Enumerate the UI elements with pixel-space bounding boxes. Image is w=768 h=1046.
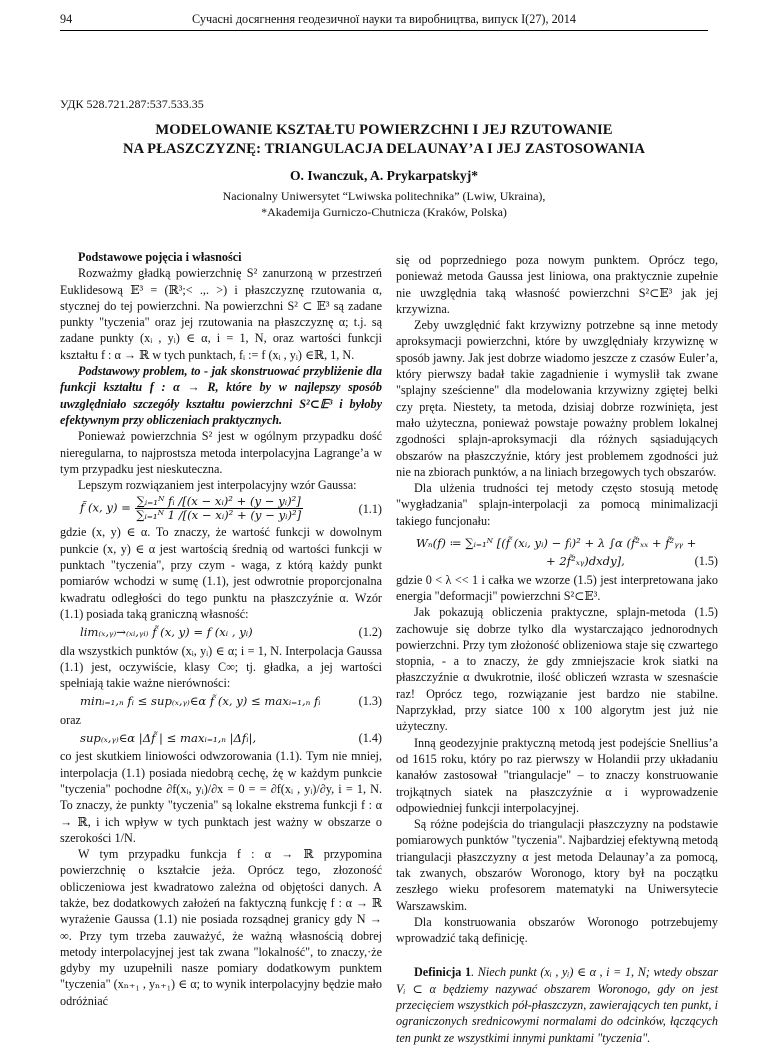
header-rule [60,30,708,31]
paragraph-spline-complexity: Jak pokazują obliczenia praktyczne, splajn-metoda (1.5) zachowuje się dobrze tylko dla wystarczająco jednorodnych powierzchni. Przy tym złożoność oblizeniowa staje się czwartego stopnia, - a to znaczy, że gdy zmniejszacie krok siatki na płaszczyźnie α dwukrotnie, ilość obliczeń wzrasta w szesnaście raz! Oprócz tego, rozwiązanie jest bardzo nie stabilne. Naprzykład, przy siatce 100 x 100 algorytm jest już nie użyteczny. [396,605,718,734]
paper-title-line-2: NA PŁASZCZYZNĘ: TRIANGULACJA DELAUNAY’A I JEJ ZASTOSOWANIA [122,141,646,157]
paragraph-linearity: co jest skutkiem liniowości odwzorowania (1.1). Tym nie mniej, interpolacja (1.1) posiada niedobrą cechę, żę w każdym punkcie "tyczenia" pochodne ∂f(xᵢ, yᵢ)/∂x = 0 = = ∂f(xᵢ , yᵢ)/∂y, i = 1, N. To znaczy, że punkty "tyczenia" są lokalne ekstrema funkcji f : α → ℝ, i ich wpływ w tych punktach jest ważny w obszarze o szerokości 1/N. [60,749,382,845]
basic-problem-text: Podstawowy problem, to - jak skonstruować przybliżenie dla funkcji kształtu f : α → R, które by w najlepszy sposób uwzględniało szczegóły kształtu powierzchni S²⊂𝔼³ i byłoby efektywnym przy obliczeniach praktycznych. [60,364,382,427]
equation-1-4 [60,730,382,746]
equation-1-5-line-2 [396,553,718,569]
authors: O. Iwanczuk, A. Prykarpatskyj* [289,168,479,183]
left-column [60,249,382,1009]
paragraph-smoothness: dla wszystkich punktów (xᵢ, yᵢ) ∈ α; i = 1, N. Interpolacja Gaussa (1.1) jest, oczywiście, klasy C∞; tj. gładka, a jej wartości spełniają takie ważne nierówności: [60,643,382,691]
eq5-line-2: + 2f̃²ₓᵧ)dxdy], [546,554,625,569]
right-column [396,252,718,1046]
eq5-line-1: Wₙ(f) ≔ ∑ᵢ₌₁ᴺ [(f̃ (xᵢ, yᵢ) − fᵢ)² + λ ∫α (f̃²ₓₓ + f̃²ᵧᵧ + [416,536,697,551]
affiliation-line-2: *Akademija Gurniczo-Chutnicza (Kraków, Polska) [261,205,507,219]
running-header [60,10,708,32]
eq3-tag: (1.3) [358,694,382,709]
eq1-fraction [135,495,303,522]
paragraph-weights: gdzie (x, y) ∈ α. To znaczy, że wartość funkcji w dowolnym punkcie (x, y) ∈ α jest wartością średnią od wartości funkcji w punktach "tyczenia", przy czym - waga, z którą każdy punkt pomiarów wchodzi w sumę (1.1), jest odwrotnie proporcjonalna kwadratu odległości do tego punktu na płaszczyźnie α. Wzór (1.1) posiada taką graniczną własność: [60,525,382,621]
eq1-lhs: f̃ (x, y) = [80,500,131,515]
paragraph-hedgehog: W tym przypadku funkcja f : α → ℝ przypomina powierzchnię o kształcie jeża. Oprócz tego, złozoność obliczeniowa jest kwadratowo zależna od objętości danych. A także, bez dodatkowych założeń na faktyczną funkcję f : α → ℝ wyrażenie Gaussa (1.1) nie posiada rozsądnej granicy gdy N → ∞. Przy tym trzeba zauważyć, że ważną własnością dobrej metody interpolacyjnej jest tak zwana "lokalność", to znaczy,·że gdyby my uzupełnili nasze pomiary dodatkowym punktem "tyczenia" (xₙ₊₁ , yₙ₊₁) ∈ α; to wynik interpolacyjny będzie mało odróżniać [60,847,382,1008]
paper-title-line-1: MODELOWANIE KSZTAŁTU POWIERZCHNI I JEJ RZUTOWANIE [155,122,613,138]
affiliations [40,188,728,220]
paragraph-curvature: Zeby uwzględnić fakt krzywizny potrzebne są inne metody aproksymacji powierzchni, które by uwzględniały krzywiznę w sposób jawny. Jak jest dobrze wiadomo jeszcze z czasów Euler’a, który pierwszy badał takie zagadnienie i wymyslił tak zwane "splajny sześcienne" dla modelowania krzywizny zgiętej belki czy pręta. Niestety, ta metoda, dzisiaj dobrze rozwinięta, jest mało użyteczna, ponieważ powstaje poważny problem lokalnej zgodności splajn-aproksymacji dla różnych sąsiadujących obszarów na płaszczyźnie, który jest problemem zgodności już nie na zbiorach punktów, a na liniach brzegowych tych obszarów. [396,318,718,479]
running-title: Сучасні досягнення геодезичної науки та виробництва, випуск I(27), 2014 [192,12,576,26]
eq4-body: sup₍ₓ,ᵧ₎∈α |Δf̃ | ≤ maxᵢ₌₁,ₙ |Δfᵢ|, [80,731,257,746]
equation-1-5-line-1 [396,535,718,551]
udk-code: УДК 528.721.287:537.533.35 [60,97,204,111]
eq1-numerator: ∑ᵢ₌₁ᴺ fᵢ /[(x − xᵢ)² + (y − yᵢ)²] [136,494,301,509]
equation-1-1 [60,495,382,522]
eq1-tag: (1.1) [358,501,382,516]
paragraph-snellius: Inną geodezyjnie praktyczną metodą jest podejście Snellius’a od 1615 roku, który po raz pierwszy w Holandii przy układaniu kanałów zastosował "triangulacje" – to znaczy konstruowanie trojkątnych siatek na płaszczyźnie α i wyprowadzenie odpowiedniej funkcji interpolacyjnej. [396,735,718,815]
paragraph-surface-intro: Rozważmy gładką powierzchnię S² zanurzoną w przestrzeń Euklidesową 𝔼³ = (ℝ³;< .,. >) i płaszczyznę rzutowania α, stycznej do tej powierzchni. Na powierzchni S² ⊂ 𝔼³ są zadane punkty "tyczenia" oraz jej rzutowania na płaszczyznę α; t.j. są zadane punkty (xᵢ , yᵢ) ∈ α, i = 1, N, oraz wartości funkcji kształtu f : α → ℝ w tych punktach, fᵢ := f (xᵢ , yᵢ) ∈ℝ, 1, N. [60,266,382,362]
paragraph-energy: gdzie 0 < λ << 1 i całka we wzorze (1.5) jest interpretowana jako energia "deformacji" powierzchni S²⊂𝔼³. [396,572,718,603]
word-oraz: oraz [60,712,81,727]
paragraph-continuation: się od poprzedniego poza nowym punktem. Oprócz tego, ponieważ metoda Gaussa jest liniowa, ona praktycznie zupełnie nie uwzględnia taką własność powierzchni S²⊂𝔼³ jak jej krzywizna. [396,253,718,316]
section-heading: Podstawowe pojęcia i własności [78,250,242,264]
affiliation-line-1: Nacionalny Uniwersytet “Lwiwska politechnika” (Lwiw, Ukraina), [222,189,546,203]
eq1-denominator: ∑ᵢ₌₁ᴺ 1 /[(x − xᵢ)² + (y − yᵢ)²] [136,508,302,523]
equation-1-2 [60,624,382,640]
paragraph-delaunay: Są różne podejścia do triangulacji płaszczyzny na podstawie pomiarowych punktów "tyczenia". Najbardziej efektywną metodą triangulacji płaszczyzny α jest metoda Delaunay’a za pomocą, tak zwanych, obszarów Woronogo, ktory był na początku zeszłego wieku profesorem matematyki na Uniwersytecie Warszawskim. [396,817,718,913]
paragraph-gauss-intro: Lepszym rozwiązaniem jest interpolacyjny wzór Gaussa: [78,478,357,493]
definition-label: Definicja 1 [414,965,472,980]
eq2-tag: (1.2) [358,625,382,640]
definition-1 [396,964,718,1045]
page-number: 94 [60,12,73,26]
definition-text: . Niech punkt (xᵢ , yᵢ) ∈ α , i = 1, N; wtedy obszar Vᵢ ⊂ α będziemy nazywać obszarem Woronogo, gdy on jest przecięciem wszystkich pół-płaszczyzn, zawierających ten punkt, i ograniczonych srednicowymi normalami do odcinków, łączących ten punkt ze wszystkimi innymi punktami "tyczenia". [396,965,718,1045]
paragraph-lagrange: Ponieważ powierzchnia S² jest w ogólnym przypadku dość nieregularna, to najprostsza metoda interpolacyjna Lagrange’a w tym przypadku jest nieskuteczna. [60,429,382,476]
equation-1-3 [60,693,382,709]
paper-title [40,121,728,159]
eq5-tag: (1.5) [694,554,718,569]
paragraph-definition-intro: Dla konstruowania obszarów Woronogo potrzebujemy wprowadzić taką definicję. [396,914,718,946]
eq2-body: lim₍ₓ,ᵧ₎→₍ₓᵢ,ᵧᵢ₎ f̃ (x, y) = f (xᵢ , yᵢ) [80,625,253,640]
eq4-tag: (1.4) [358,731,382,746]
paragraph-basic-problem [60,363,382,428]
paragraph-smoothing-intro: Dla ulżenia trudności tej metody często stosują metodę "wygładzania" splajn-interpolacji za pomocą minimalizacji takiego funcjonału: [396,481,718,528]
eq3-body: minᵢ₌₁,ₙ fᵢ ≤ sup₍ₓ,ᵧ₎∈α f̃ (x, y) ≤ maxᵢ₌₁,ₙ fᵢ [80,694,321,709]
